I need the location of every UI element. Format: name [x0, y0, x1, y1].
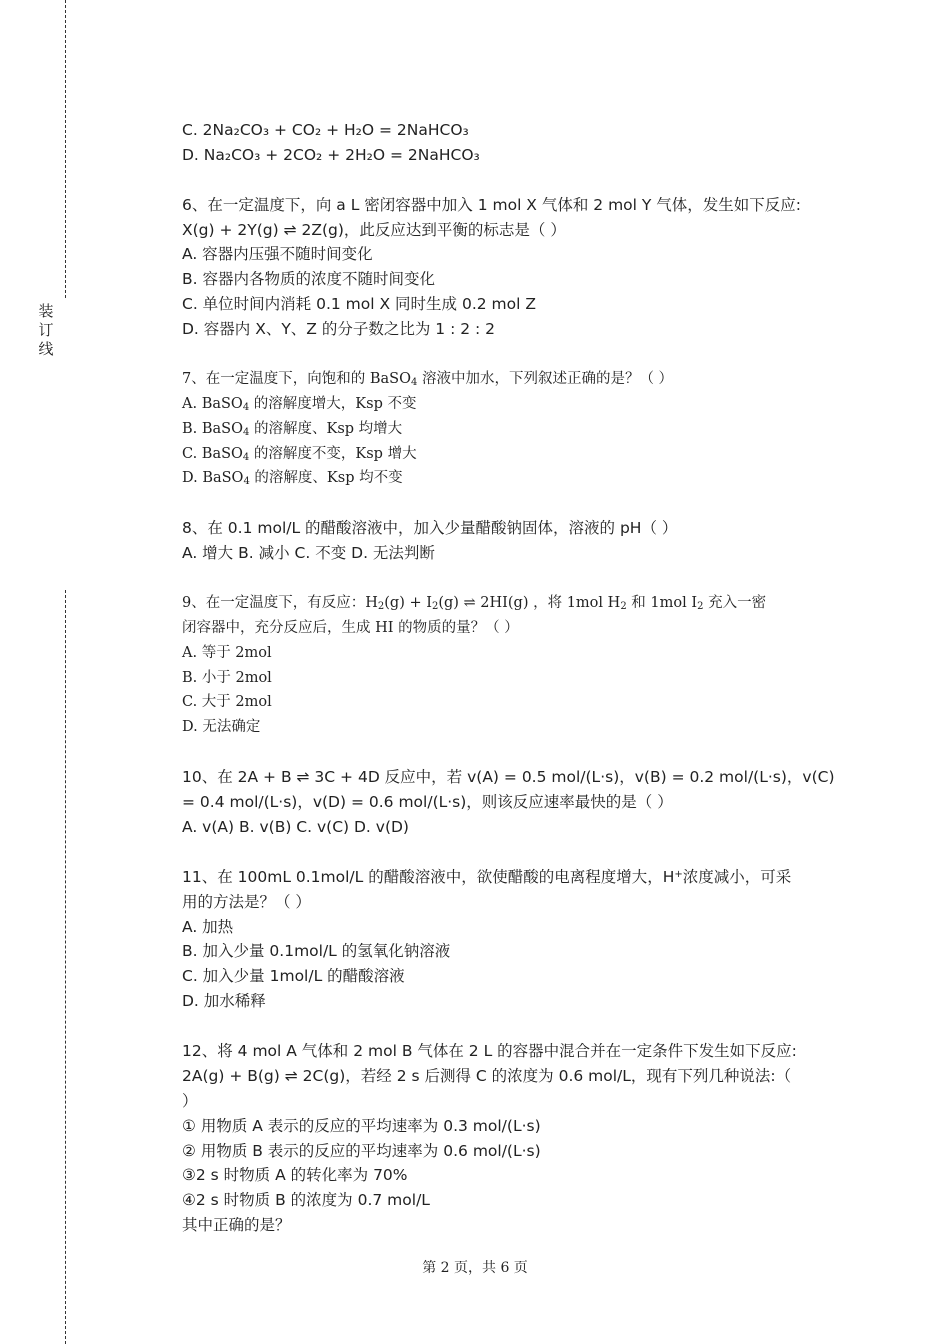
q6-option-c: C. 单位时间内消耗 0.1 mol X 同时生成 0.2 mol Z	[182, 295, 536, 314]
q9-stem-line-1: 9、在一定温度下，有反应：$H_2(g) + I_2(g)$ ⇌ 2HI(g) ，将 1mol $H_2$ 和 1mol $I_2$ 充入一密	[182, 594, 767, 612]
page-number-footer: 第 2 页，共 6 页	[422, 1260, 528, 1276]
binding-char: 装	[38, 302, 54, 320]
q6-stem-line-1: 6、在一定温度下，向 a L 密闭容器中加入 1 mol X 气体和 2 mol Y 气体，发生如下反应:	[182, 195, 802, 214]
q11-option-b: B. 加入少量 0.1mol/L 的氢氧化钠溶液	[182, 942, 451, 961]
q10-stem-line-2: = 0.4 mol/(L·s)，v(D) = 0.6 mol/(L·s)，则该反应速率最快的是（ ）	[182, 793, 673, 812]
q10-options: A. v(A) B. v(B) C. v(C) D. v(D)	[182, 817, 409, 836]
q5-option-c: C. 2Na₂CO₃ + CO₂ + H₂O = 2NaHCO₃	[182, 121, 469, 139]
question-11	[182, 865, 842, 1014]
q7-stem: 7、在一定温度下，向饱和的 BaSO$_4$ 溶液中加水，下列叙述正确的是？（ ）	[182, 370, 674, 388]
q8-options: A. 增大 B. 减小 C. 不变 D. 无法判断	[182, 544, 435, 563]
binding-label	[36, 302, 56, 359]
q9-stem-line-2: 闭容器中，充分反应后，生成 HI 的物质的量？（ ）	[182, 619, 519, 636]
question-7	[182, 367, 842, 491]
q12-question: 其中正确的是？	[182, 1216, 291, 1235]
binding-char: 订	[38, 321, 54, 339]
q12-statement-2: ② 用物质 B 表示的反应的平均速率为 0.6 mol/(L·s)	[182, 1141, 541, 1160]
question-10	[182, 765, 842, 840]
q12-stem-line-2: 2A(g) + B(g) ⇌ 2C(g)，若经 2 s 后测得 C 的浓度为 0.6 mol/L，现有下列几种说法:（	[182, 1066, 792, 1085]
q11-option-d: D. 加水稀释	[182, 992, 266, 1011]
q12-statement-4: ④2 s 时物质 B 的浓度为 0.7 mol/L	[182, 1191, 430, 1210]
q12-statement-3: ③2 s 时物质 A 的转化率为 70%	[182, 1166, 408, 1185]
q7-option-d: D. BaSO$_4$ 的溶解度、Ksp 均不变	[182, 470, 403, 488]
q6-option-b: B. 容器内各物质的浓度不随时间变化	[182, 270, 435, 289]
q9-option-a: A. 等于 2mol	[182, 644, 272, 661]
q12-statement-1: ① 用物质 A 表示的反应的平均速率为 0.3 mol/(L·s)	[182, 1116, 541, 1135]
q12-stem-line-3: ）	[182, 1091, 198, 1110]
q5-option-d: D. Na₂CO₃ + 2CO₂ + 2H₂O = 2NaHCO₃	[182, 145, 480, 164]
question-12	[182, 1039, 842, 1238]
q9-option-b: B. 小于 2mol	[182, 669, 272, 686]
q7-option-c: C. BaSO$_4$ 的溶解度不变，Ksp 增大	[182, 445, 417, 463]
binding-dashed-line-bottom	[65, 590, 66, 1344]
q7-option-b: B. BaSO$_4$ 的溶解度、Ksp 均增大	[182, 420, 403, 438]
q6-option-a: A. 容器内压强不随时间变化	[182, 245, 373, 264]
q9-option-d: D. 无法确定	[182, 719, 261, 736]
q11-option-a: A. 加热	[182, 917, 234, 936]
q9-option-c: C. 大于 2mol	[182, 694, 272, 711]
q11-option-c: C. 加入少量 1mol/L 的醋酸溶液	[182, 967, 405, 986]
q10-stem-line-1: 10、在 2A + B ⇌ 3C + 4D 反应中，若 v(A) = 0.5 mol/(L·s)，v(B) = 0.2 mol/(L·s)，v(C)	[182, 768, 835, 787]
binding-dashed-line-top	[65, 0, 66, 298]
q8-stem: 8、在 0.1 mol/L 的醋酸溶液中，加入少量醋酸钠固体，溶液的 pH（ ）	[182, 519, 678, 538]
question-5	[182, 118, 842, 168]
q6-stem-line-2: X(g) + 2Y(g) ⇌ 2Z(g)，此反应达到平衡的标志是（ ）	[182, 220, 566, 239]
question-9	[182, 591, 842, 740]
q11-stem-line-2: 用的方法是？（ ）	[182, 892, 311, 911]
question-8	[182, 516, 842, 566]
q7-option-a: A. BaSO$_4$ 的溶解度增大，Ksp 不变	[182, 395, 417, 413]
question-6	[182, 193, 842, 342]
exam-content	[182, 118, 842, 1238]
q12-stem-line-1: 12、将 4 mol A 气体和 2 mol B 气体在 2 L 的容器中混合并在一定条件下发生如下反应:	[182, 1041, 797, 1060]
binding-char: 线	[38, 340, 54, 358]
q6-option-d: D. 容器内 X、Y、Z 的分子数之比为 1 : 2 : 2	[182, 320, 496, 339]
q11-stem-line-1: 11、在 100mL 0.1mol/L 的醋酸溶液中，欲使醋酸的电离程度增大，H+浓度减小，可采	[182, 867, 792, 886]
